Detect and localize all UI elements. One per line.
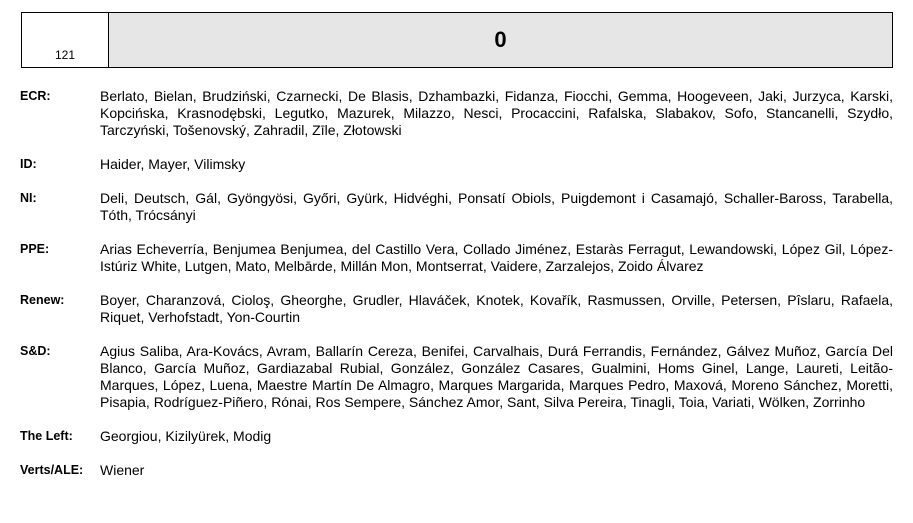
group-verts-ale [20, 462, 893, 479]
vote-count: 121 [55, 48, 76, 62]
group-name: PPE: [20, 242, 50, 256]
vote-result-cell [109, 13, 892, 67]
vote-header [21, 12, 893, 68]
group-name: S&D: [20, 344, 51, 358]
group-name: NI: [20, 191, 37, 205]
group-sd [20, 343, 893, 411]
group-members: Berlato, Bielan, Brudziński, Czarnecki, De Blasis, Dzhambazki, Fidanza, Fiocchi, Gemma, Hoogeveen, Jaki, Jurzyca, Karski, Kopcińska, Krasnodębski, Legutko, Mazurek, Milazzo, Nesci, Procaccini, Rafalska, Slabakov, Sofo, Stancanelli, Szydło, Tarczyński, Tošenovský, Zahradil, Zīle, Złotowski [100, 88, 893, 138]
group-members: Haider, Mayer, Vilimsky [100, 156, 246, 172]
group-members: Wiener [100, 462, 145, 478]
group-the-left [20, 428, 893, 445]
group-members: Arias Echeverría, Benjumea Benjumea, del Castillo Vera, Collado Jiménez, Estaràs Ferragut, Lewandowski, López Gil, López-Istúriz White, Lutgen, Mato, Melbārde, Millán Mon, Montserrat, Vaidere, Zarzalejos, Zoido Álvarez [100, 241, 893, 274]
group-members: Agius Saliba, Ara-Kovács, Avram, Ballarín Cereza, Benifei, Carvalhais, Durá Ferrandis, Fernández, Gálvez Muñoz, García Del Blanco, García Muñoz, Gardiazabal Rubial, González, González Casares, Gualmini, Homs Ginel, Lange, Laureti, Leitão-Marques, López, Luena, Maestre Martín De Almagro, Marques Margarida, Marques Pedro, Maxová, Moreno Sánchez, Moretti, Pisapia, Rodríguez-Piñero, Rónai, Ros Sempere, Sánchez Amor, Sant, Silva Pereira, Tinagli, Toia, Variati, Wölken, Zorrinho [100, 343, 893, 410]
group-name: Verts/ALE: [20, 463, 84, 477]
group-members: Georgiou, Kizilyürek, Modig [100, 428, 272, 444]
political-groups-list [20, 88, 893, 496]
group-members: Boyer, Charanzová, Cioloş, Gheorghe, Grudler, Hlaváček, Knotek, Kovařík, Rasmussen, Orville, Petersen, Pîslaru, Rafaela, Riquet, Verhofstadt, Yon-Courtin [100, 292, 893, 325]
vote-result: 0 [494, 27, 507, 52]
group-name: Renew: [20, 293, 65, 307]
group-name: ECR: [20, 89, 51, 103]
group-ecr [20, 88, 893, 139]
group-renew [20, 292, 893, 326]
group-name: ID: [20, 157, 37, 171]
vote-count-cell [22, 13, 109, 67]
group-ppe [20, 241, 893, 275]
group-name: The Left: [20, 429, 73, 443]
group-members: Deli, Deutsch, Gál, Gyöngyösi, Győri, Gyürk, Hidvéghi, Ponsatí Obiols, Puigdemont i Casamajó, Schaller-Baross, Tarabella, Tóth, Trócsányi [100, 190, 893, 223]
group-id [20, 156, 893, 173]
group-ni [20, 190, 893, 224]
